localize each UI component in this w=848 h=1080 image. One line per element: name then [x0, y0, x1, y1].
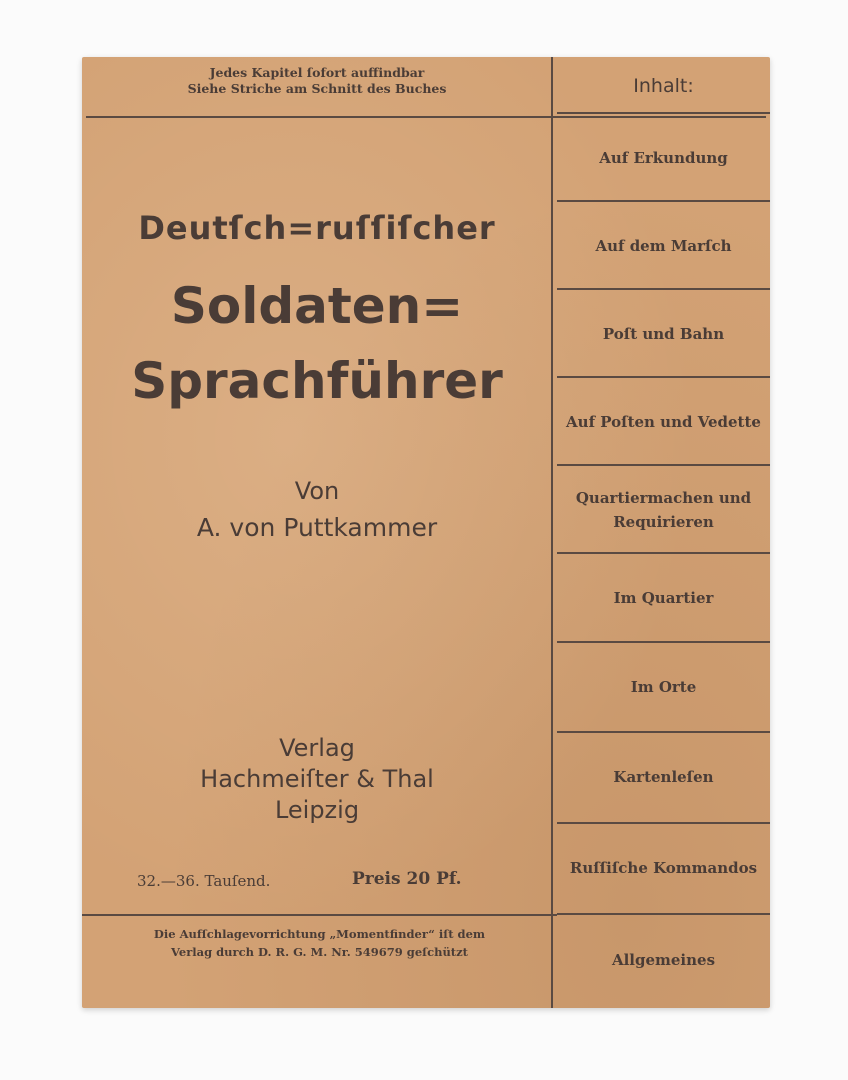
top-note-line: Jedes Kapitel ſofort auffindbar — [209, 65, 425, 80]
contents-item[interactable]: Ruſſiſche Kommandos — [569, 859, 758, 877]
footer-line: Verlag durch D. R. G. M. Nr. 549679 geſchützt — [171, 945, 468, 959]
contents-item[interactable]: Auf Poſten und Vedette — [566, 413, 761, 431]
booklet-cover — [82, 57, 770, 1008]
footer-note — [82, 925, 557, 961]
contents-item[interactable]: Auf dem Marſch — [595, 237, 732, 255]
author-name: A. von Puttkammer — [196, 513, 438, 542]
contents-column — [557, 57, 770, 1008]
publisher-line: Hachmeiſter & Thal — [200, 765, 434, 793]
contents-item[interactable]: Poſt und Bahn — [602, 325, 725, 343]
contents-item[interactable]: Im Quartier — [613, 589, 714, 607]
contents-item[interactable]: Kartenleſen — [613, 768, 714, 786]
price: Preis 20 Pf. — [352, 869, 462, 889]
top-note — [82, 65, 552, 97]
publisher-line: Leipzig — [274, 796, 360, 824]
author-by: Von — [294, 477, 340, 505]
contents-heading: Inhalt: — [633, 74, 694, 97]
title-line-2: Soldaten= — [170, 277, 464, 335]
publisher — [82, 733, 552, 826]
top-note-line: Siehe Striche am Schnitt des Buches — [187, 81, 447, 96]
publisher-line: Verlag — [279, 734, 355, 762]
title-line-1: Deutſch=ruſſiſcher — [138, 209, 496, 247]
contents-item[interactable]: Allgemeines — [611, 951, 716, 969]
divider — [82, 914, 557, 916]
contents-item[interactable]: Auf Erkundung — [599, 149, 728, 167]
contents-item[interactable]: Im Orte — [630, 678, 697, 696]
contents-item[interactable]: Quartiermachen und Requirieren — [575, 489, 752, 531]
edition: 32.—36. Tauſend. — [137, 872, 271, 890]
footer-line: Die Aufſchlagevorrichtung „Momentfinder“ iſt dem — [153, 927, 486, 941]
title-line-3: Sprachführer — [131, 352, 503, 410]
